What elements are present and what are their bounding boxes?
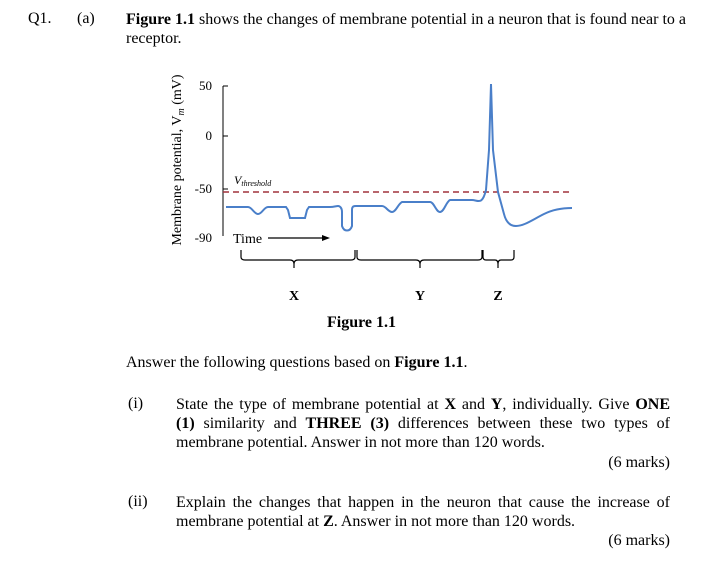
tick-label-50: 50 [199, 78, 212, 93]
y-axis-label [170, 74, 187, 245]
item-1-marks: (6 marks) [608, 454, 670, 471]
tick-label-minus90: -90 [194, 230, 212, 245]
tick-label-minus50: -50 [194, 181, 212, 196]
brace-label-x: X [288, 289, 300, 304]
question-number: Q1. [28, 10, 52, 27]
tick-label-0: 0 [205, 128, 212, 143]
instruction-post: . [463, 354, 468, 371]
brace-z [483, 250, 514, 268]
threshold-label [234, 173, 272, 188]
brace-label-y: Y [414, 289, 426, 304]
brace-y [357, 250, 482, 268]
threshold-label-sub: threshold [241, 179, 272, 188]
question-part: (a) [77, 10, 95, 27]
instruction-pre: Answer the following questions based on [126, 354, 395, 371]
time-label: Time [233, 232, 263, 247]
figure-caption: Figure 1.1 [326, 314, 397, 331]
brace-label-z: Z [493, 289, 503, 304]
y-axis-label-unit: (mV) [170, 74, 185, 109]
item-2-text: Explain the changes that happen in the neuron that cause the increase of membrane potential at Z. Answer in not more than 120 words. [176, 494, 670, 530]
threshold-label-main: V [234, 173, 242, 187]
item-2-marks: (6 marks) [608, 532, 670, 549]
intro-figure-ref: Figure 1.1 [126, 11, 196, 28]
brace-x [241, 250, 355, 268]
instruction-line [126, 354, 467, 372]
membrane-potential-trace [226, 84, 572, 231]
instruction-figure-ref: Figure 1.1 [394, 354, 464, 371]
item-1-label: (i) [128, 395, 144, 412]
item-2-label: (ii) [128, 493, 148, 510]
y-axis-label-main: Membrane potential, V [170, 115, 185, 246]
y-axis-label-sub: m [176, 108, 187, 116]
time-arrow-head [322, 235, 330, 241]
intro-text: shows the changes of membrane potential in a neuron that is found near to a receptor. [126, 11, 686, 47]
item-1-text: State the type of membrane potential at X and Y, individually. Give ONE (1) similarity and THREE (3) differences between these two types of membrane potential. Answer in not more than 120 words. [176, 396, 671, 451]
